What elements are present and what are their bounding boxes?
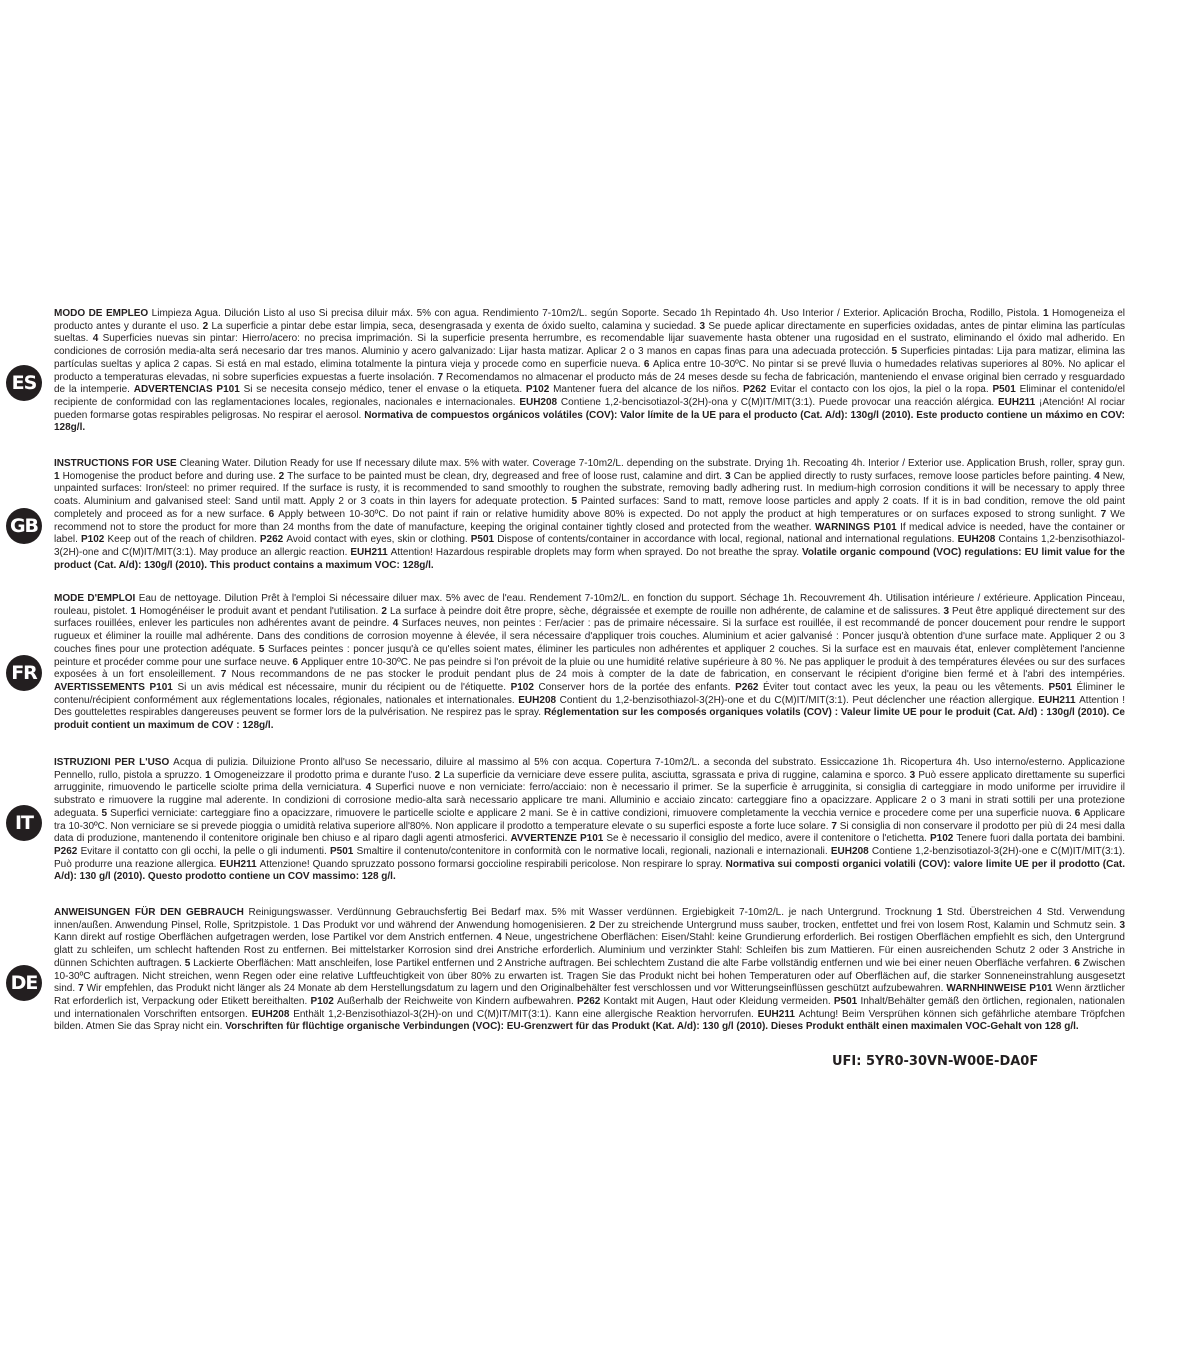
text-run: Superficies pintadas: Lija para matizar, elimina las partículas sueltas y aplica 2 capas. Si está en mal estado, elimina totalmente la pintura vieja y procede como en superficie nueva. — [54, 346, 1125, 370]
text-run: Enthält 1,2-Benzisothiazol-3(2H)-on und C(M)IT/MIT(3:1). Kann eine allergische Reaktion hervorrufen. — [293, 1008, 758, 1020]
bold-run: 2 — [381, 605, 390, 617]
bold-run: 1 — [130, 605, 140, 617]
bold-run: Normativa sui composti organici volatili (COV): valore limite UE per il prodotto (Cat. A/d): 130 g/l (2010). Questo prodotto contiene un COV massimo: 128 g/l. — [54, 858, 1126, 883]
bold-run: 1 — [1043, 308, 1053, 319]
text-run: Smaltire il contenuto/contenitore in conformità con le normative locali, regionali, nazionali e internazionali. — [356, 845, 831, 857]
bold-run: 7 — [220, 669, 232, 681]
text-run: Reinigungswasser. Verdünnung Gebrauchsfertig Bei Bedarf max. 5% mit Wasser verdünnen. Ergiebigkeit 7-10m2/L. je nach Untergrund. Trocknung — [248, 907, 937, 918]
section-text-it — [54, 757, 1125, 884]
text-run: Homogenise the product before and during use. — [62, 470, 279, 482]
text-run: ¡Atención! Al rociar pueden formarse gotas respirables peligrosas. No respirar el aerosol. — [54, 396, 1125, 421]
text-run: Neue, ungestrichene Oberflächen: Eisen/Stahl: keine Grundierung erforderlich. Bei rostigen Oberflächen empfiehlt es sich, den Untergrund glatt zu schleifen, um schlecht haftenden Rost zu entfernen. Bei mittelstarker Korrosion sind drei Anstriche erforderlich. Aluminium und verzinkter Stahl: Schleifen bis zum Mattieren. Für einen ausreichenden Schutz 2 oder 3 Anstriche in dünnen Schichten auftragen. — [54, 932, 1125, 969]
text-run: Keep out of the reach of children. — [107, 534, 260, 546]
bold-run: P501 — [330, 845, 357, 857]
section-text-gb — [54, 458, 1125, 572]
text-run: Lackierte Oberflächen: Matt anschleifen, lose Partikel entfernen und 2 Anstriche auftragen. Bei schlechtem Zustand die alte Farbe vollständig entfernen und wie bei einer neuen Oberfläche verfahren. — [193, 957, 1075, 969]
bold-run: P262 — [259, 534, 287, 546]
text-run: Si un avis médical est nécessaire, munir du récipient ou de l'étiquette. — [177, 681, 511, 693]
text-run: Si se necesita consejo médico, tener el envase o la etiqueta. — [243, 384, 526, 396]
text-run: Evitare il contatto con gli occhi, la pelle o gli indumenti. — [80, 845, 330, 857]
text-run: Eliminar el contenido/el recipiente de conformidad con las reglamentaciones locales, regionales, nacionales e internacionales. — [54, 384, 1125, 408]
text-run: Conserver hors de la portée des enfants. — [538, 681, 736, 693]
bold-run: ADVERTENCIAS P101 — [133, 384, 244, 396]
text-run: Aplica entre 10-30ºC. No pintar si se prevé lluvia o humedades relativas superiores al 80%. No aplicar el producto a temperaturas elevadas, ni sobre superficies expuestas a fuerte insolación. — [54, 358, 1125, 383]
bold-run: MODO DE EMPLEO — [54, 308, 152, 319]
bold-run: 1 — [936, 907, 948, 918]
bold-run: P102 — [310, 995, 338, 1007]
bold-run: 2 — [202, 320, 212, 332]
text-run: Superficies nuevas sin pintar: Hierro/acero: no precisa imprimación. Si la superficie presenta herrumbre, es recomendable lijar suavemente hasta obtener una rugosidad en el sustrato, eliminando el óxido mal adherido. En condiciones de corrosión media-alta será necesario dar tres manos. Aluminio y acero galvanizado: Lijar hasta matizar. Aplicar 2 o 3 manos en capas finas para una adecuada protección. — [54, 333, 1125, 358]
text-run: Contains 1,2-benzisothiazol-3(2H)-one and C(M)IT/MIT(3:1). May produce an allergic reaction. — [54, 534, 1125, 558]
bold-run: 5 — [184, 957, 194, 969]
text-run: Superfici verniciate: carteggiare fino a opacizzare, rimuovere le particelle sciolte e applicare 2 mani. Se è in cattive condizioni, rimuovere completamente la vecchia vernice e procedere come per una superficie nuova. — [110, 807, 1075, 819]
bold-run: P501 — [470, 534, 498, 546]
bold-run: INSTRUCTIONS FOR USE — [54, 458, 180, 469]
bold-run: WARNINGS P101 — [814, 521, 901, 533]
bold-run: ANWEISUNGEN FÜR DEN GEBRAUCH — [54, 907, 249, 918]
bold-run: 6 — [268, 508, 279, 520]
text-run: La superficie da verniciare deve essere pulita, asciutta, sgrassata e priva di ruggine, calamina e sporco. — [443, 769, 910, 781]
text-run: Attenzione! Quando spruzzato possono formarsi goccioline respirabili pericolose. Non respirare lo spray. — [259, 858, 726, 870]
text-run: Surfaces peintes : poncer jusqu'à ce qu'elles soient mates, éliminer les particules non adhérentes et appliquer 2 couches. Si la surface est en mauvais état, enlever complètement l'ancienne peinture et procéder comme pour une surface neuve. — [54, 643, 1125, 668]
text-run: Std. Überstreichen 4 Std. Verwendung innen/außen. Anwendung Pinsel, Rolle, Spritzpistole. 1 Das Produkt vor und während der Anwendung homogenisieren. — [54, 907, 1125, 931]
language-badge-it: IT — [6, 805, 42, 841]
bold-run: P102 — [81, 534, 108, 546]
text-run: Der zu streichende Untergrund muss sauber, trocken, entfettet und frei von losem Rost, Kalamin und Schmutz sein. — [598, 919, 1120, 931]
bold-run: 3 — [943, 605, 953, 617]
bold-run: P262 — [54, 845, 81, 857]
bold-run: P102 — [525, 384, 554, 396]
bold-run: 4 — [1094, 470, 1103, 482]
text-run: Si consiglia di non conservare il prodotto per più di 24 mesi dalla data di produzione, mantenendo il contenitore originale ben chiuso e al riparo dagli agenti atmosferici. — [54, 820, 1125, 845]
bold-run: 7 — [1100, 508, 1111, 520]
text-run: We recommend not to store the product for more than 24 months from the date of manufacture, keeping the original container tightly closed and protected from the weather. — [54, 508, 1126, 533]
text-run: New, unpainted surfaces: Iron/steel: no primer required. If the surface is rusty, it is recommended to sand smoothly to roughen the substrate, removing badly adhering rust. In medium-high corrosion conditions it will be necessary to apply three coats. Aluminium and galvanised steel: Sand until matt. Apply 2 or 3 coats in thin layers for adequate protection. — [54, 470, 1126, 508]
bold-run: P102 — [510, 681, 539, 693]
text-run: Applicare tra 10-30ºC. Non verniciare se si prevede pioggia o umidità relativa superiore all'80%. Non applicare il prodotto a temperature elevate o su superfici esposte a forte luce solare. — [54, 807, 1126, 832]
text-run: Nous recommandons de ne pas stocker le produit pendant plus de 24 mois à compter de la date de fabrication, en conservant le récipient d'origine bien fermé et à l'abri des intempéries. — [231, 669, 1125, 681]
bold-run: 1 — [205, 769, 214, 781]
text-run: Superfici nuove e non verniciate: ferro/acciaio: non è necessario il primer. Se la superficie è arrugginita, si consiglia di carteggiare in modo uniforme per irruvidire il substrato e rimuovere la ruggine mal aderente. In condizioni di corrosione medio-alta sarà necessario applicare tre mani. Alluminio e acciaio zincato: carteggiare fino a opacizzare. Applicare 2 o 3 mani in strati sottili per una protezione adeguata. — [54, 782, 1126, 819]
text-run: Peut être appliqué directement sur des surfaces rouillées, enlever les particules non adhérentes avant de peindre. — [54, 605, 1126, 630]
bold-run: 3 — [909, 769, 919, 781]
bold-run: 5 — [258, 643, 269, 655]
bold-run: 5 — [571, 496, 581, 508]
text-run: The surface to be painted must be clean, dry, degreased and free of loose rust, calamine and dirt. — [287, 470, 726, 482]
language-badge-es: ES — [6, 365, 42, 401]
language-badge-de: DE — [6, 965, 42, 1001]
bold-run: 6 — [1074, 957, 1083, 969]
text-run: Achtung! Beim Versprühen können sich gefährliche atembare Tröpfchen bilden. Atmen Sie das Spray nicht ein. — [54, 1008, 1125, 1033]
bold-run: 5 — [101, 807, 111, 819]
bold-run: WARNHINWEISE P101 — [946, 983, 1056, 995]
bold-run: Vorschriften für flüchtige organische Verbindungen (VOC): EU-Grenzwert für das Produkt (Kat. A/d): 130 g/l (2010). Dieses Produkt enthält einen maximalen VOC-Gehalt von 128 g/l. — [225, 1021, 1079, 1033]
bold-run: ISTRUZIONI PER L'USO — [54, 757, 174, 768]
text-run: Contient du 1,2-benzisothiazol-3(2H)-one et du C(M)IT/MIT(3:1). Peut déclencher une réaction allergique. — [559, 694, 1039, 706]
bold-run: 6 — [643, 358, 653, 370]
text-run: Acqua di pulizia. Diluizione Pronto all'uso Se necessario, diluire al massimo al 5% con acqua. Copertura 7-10m2/L. a seconda del substrato. Essiccazione 1h. Ricopertura 4h. Uso interno/esterno. Applicazione Pennello, rullo, pistola a spruzzo. — [54, 757, 1125, 781]
text-run: Tenere fuori dalla portata dei bambini. — [956, 833, 1126, 845]
ufi-code: UFI: 5YR0-30VN-W00E-DA0F — [832, 1054, 1039, 1069]
text-run: Can be applied directly to rusty surfaces, remove loose particles before painting. — [733, 470, 1095, 482]
text-run: Dispose of contents/container in accordance with local, regional, national and international regulations. — [497, 534, 958, 546]
text-run: Eau de nettoyage. Dilution Prêt à l'emploi Si nécessaire diluer max. 5% avec de l'eau. Rendement 7-10m2/L. en fonction du support. Séchage 1h. Recouvrement 4h. Utilisation intérieure / extérieure. Application Pinceau, rouleau, pistolet. — [54, 593, 1125, 617]
bold-run: 7 — [78, 983, 87, 995]
bold-run: EUH211 — [998, 396, 1040, 408]
bold-run: EUH211 — [219, 858, 260, 870]
section-text-es — [54, 308, 1125, 435]
text-run: Surfaces neuves, non peintes : Fer/acier : pas de primaire nécessaire. Si la surface est rouillée, il est recommandé de poncer doucement pour rendre le support rugueux et éliminer la rouille mal adhérente. Dans des conditions de corrosion moyenne à élevée, il sera nécessaire d'appliquer trois couches. Aluminium et acier galvanisé : Poncer jusqu'à obtention d'une surface mate. Appliquer 2 ou 3 couches fines pour une protection adéquate. — [54, 618, 1126, 655]
text-run: Limpieza Agua. Dilución Listo al uso Si precisa diluir máx. 5% con agua. Rendimiento 7-10m2/L. según Soporte. Secado 1h Repintado 4h. Uso Interior / Exterior. Aplicación Brocha, Rodillo, Pistola. — [151, 308, 1043, 319]
text-run: Mantener fuera del alcance de los niños. — [553, 384, 743, 396]
bold-run: Volatile organic compound (VOC) regulations: EU limit value for the product (Cat. A/d): 130g/l (2010). This product contains a maximum VOC: 128g/l. — [54, 546, 1125, 571]
language-badge-fr: FR — [6, 655, 42, 691]
bold-run: Normativa de compuestos orgánicos volátiles (COV): Valor límite de la UE para el producto (Cat. A/d): 130g/l (2010). Este producto contiene un máximo en COV: 128g/l. — [54, 409, 1125, 434]
bold-run: EUH208 — [251, 1008, 294, 1020]
text-run: Apply between 10-30ºC. Do not paint if rain or relative humidity above 80% is expected. Do not apply the product at high temperatures or on surfaces exposed to strong sunlight. — [278, 508, 1101, 520]
language-badge-gb: GB — [6, 508, 42, 544]
text-run: Wir empfehlen, das Produkt nicht länger als 24 Monate ab dem Herstellungsdatum zu lagern und den Originalbehälter fest verschlossen und vor Witterungseinflüssen geschützt aufzubewahren. — [86, 983, 947, 995]
bold-run: P102 — [929, 833, 957, 845]
bold-run: EUH208 — [830, 845, 872, 857]
bold-run: 3 — [1119, 919, 1126, 931]
bold-run: EUH211 — [350, 546, 391, 558]
text-run: Éviter tout contact avec les yeux, la peau ou les vêtements. — [763, 681, 1049, 693]
text-run: Wenn ärztlicher Rat erforderlich ist, Verpackung oder Etikett bereithalten. — [54, 983, 1126, 1007]
bold-run: MODE D'EMPLOI — [54, 593, 139, 604]
bold-run: P501 — [833, 995, 861, 1007]
bold-run: EUH208 — [957, 534, 999, 546]
bold-run: EUH211 — [757, 1008, 799, 1020]
text-run: Inhalt/Behälter gemäß den örtlichen, regionalen, nationalen und internationalen Vorschriften entsorgen. — [54, 995, 1125, 1020]
bold-run: 3 — [725, 470, 734, 482]
bold-run: Réglementation sur les composés organiques volatils (COV) : Valeur limite UE pour le produit (Cat. A/d) : 130g/l (2010). Ce produit contient un maximum de COV : 128g/l. — [54, 707, 1125, 732]
text-run: Contiene 1,2-benzisotiazol-3(2H)-one e C(M)IT/MIT(3:1). Può produrre una reazione allergica. — [54, 845, 1125, 870]
text-run: La surface à peindre doit être propre, sèche, dégraissée et exempte de rouille non adhérente, de calamine et de salissures. — [389, 605, 944, 617]
bold-run: P501 — [1048, 681, 1077, 693]
bold-run: AVERTISSEMENTS P101 — [54, 681, 178, 693]
bold-run: P262 — [735, 681, 764, 693]
bold-run: EUH208 — [519, 396, 561, 408]
bold-run: 2 — [434, 769, 444, 781]
text-run: Kann direkt auf rostige Oberflächen aufgetragen werden, lose Partikel vor dem Anstrich entfernen. — [54, 932, 497, 944]
bold-run: 7 — [437, 371, 447, 383]
bold-run: 4 — [365, 782, 376, 794]
bold-run: P501 — [992, 384, 1020, 396]
bold-run: 5 — [891, 346, 901, 358]
section-text-fr — [54, 593, 1125, 733]
bold-run: P262 — [576, 995, 604, 1007]
text-run: Omogeneizzare il prodotto prima e durante l'uso. — [213, 769, 435, 781]
bold-run: 4 — [496, 932, 505, 944]
text-run: Außerhalb der Reichweite von Kindern aufbewahren. — [337, 995, 577, 1007]
bold-run: EUH208 — [518, 694, 560, 706]
text-run: Homogeneiza el producto antes y durante el uso. — [54, 308, 1126, 332]
bold-run: 6 — [292, 656, 301, 668]
text-run: Cleaning Water. Dilution Ready for use If necessary dilute max. 5% with water. Coverage 7-10m2/L. depending on the substrate. Drying 1h. Recoating 4h. Interior / Exterior use. Application Brush, roller, spray gun. — [179, 458, 1125, 469]
bold-run: 2 — [589, 919, 599, 931]
text-run: Se è necessario il consiglio del medico, avere il contenitore o l'etichetta. — [606, 833, 930, 845]
section-text-de — [54, 907, 1125, 1034]
text-run: Può essere applicato direttamente su superfici arrugginite, rimuovendo le particelle sciolte prima della verniciatura. — [54, 769, 1125, 794]
text-run: Zwischen 10-30ºC auftragen. Nicht streichen, wenn Regen oder eine relative Luftfeuchtigkeit von über 80% zu erwarten ist. Tragen Sie das Produkt nicht bei hohen Temperaturen oder auf Oberflächen auf, die starker Sonneneinstrahlung ausgesetzt sind. — [54, 957, 1126, 995]
text-run: Recomendamos no almacenar el producto más de 24 meses desde su fecha de fabricación, manteniendo el envase original bien cerrado y resguardado de la intemperie. — [54, 371, 1125, 396]
bold-run: AVVERTENZE P101 — [510, 833, 607, 845]
bold-run: P262 — [743, 384, 771, 396]
text-run: Kontakt mit Augen, Haut oder Kleidung vermeiden. — [603, 995, 834, 1007]
bold-run: 7 — [831, 820, 840, 832]
text-run: Painted surfaces: Sand to matt, remove loose particles and apply 2 coats. If it is in bad condition, remove the old paint completely and proceed as for a new surface. — [54, 496, 1125, 520]
bold-run: 2 — [278, 470, 288, 482]
bold-run: 6 — [1074, 807, 1084, 819]
text-run: Homogénéiser le produit avant et pendant l'utilisation. — [139, 605, 382, 617]
text-run: Éliminer le contenu/récipient conformément aux réglementations locales, régionales, nationales et internationales. — [54, 681, 1125, 706]
text-run: If medical advice is needed, have the container or label. — [54, 521, 1125, 546]
text-run: Contiene 1,2-bencisotiazol-3(2H)-ona y C(M)IT/MIT(3:1). Puede provocar una reacción alérgica. — [560, 396, 998, 408]
text-run: Evitar el contacto con los ojos, la piel o la ropa. — [770, 384, 993, 396]
text-run: La superficie a pintar debe estar limpia, seca, desengrasada y exenta de óxido suelto, calamina y suciedad. — [211, 320, 700, 332]
bold-run: 4 — [392, 618, 402, 630]
text-run: Se puede aplicar directamente en superficies oxidadas, antes de pintar elimina las partículas sueltas. — [54, 320, 1126, 345]
text-run: Attention! Hazardous respirable droplets may form when sprayed. Do not breathe the spray. — [390, 546, 802, 558]
text-run: Avoid contact with eyes, skin or clothing. — [286, 534, 471, 546]
text-run: Appliquer entre 10-30ºC. Ne pas peindre si l'on prévoit de la pluie ou une humidité relative supérieure à 80 %. Ne pas appliquer le produit à des températures élevées ou sur des surfaces exposées à un fort ensoleillement. — [54, 656, 1125, 681]
bold-run: EUH211 — [1038, 694, 1080, 706]
text-run: Attention ! Des gouttelettes respirables dangereuses peuvent se former lors de la pulvérisation. Ne respirez pas le spray. — [54, 694, 1125, 719]
bold-run: 1 — [54, 470, 63, 482]
bold-run: 4 — [92, 333, 103, 345]
bold-run: 3 — [699, 320, 709, 332]
